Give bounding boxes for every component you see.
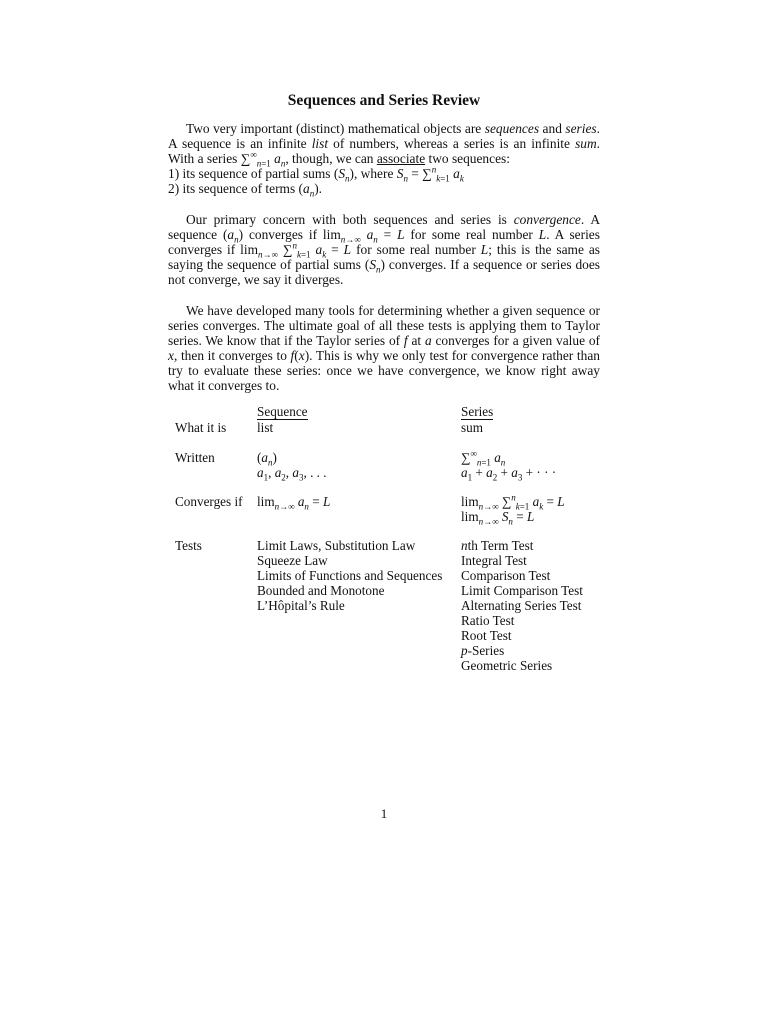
emphasis-sum: sum bbox=[575, 136, 597, 151]
paragraph-intro bbox=[168, 121, 600, 199]
emphasis-sequences: sequences bbox=[484, 121, 540, 136]
text: and bbox=[539, 121, 566, 136]
cell-written-sequence: $(a_n)$ $a_1$, $a_2$, $a_3$, . . . bbox=[257, 450, 327, 483]
test-item: p-Series bbox=[461, 643, 505, 658]
test-item: Root Test bbox=[461, 628, 512, 643]
test-item: Alternating Series Test bbox=[461, 598, 582, 613]
document-body bbox=[168, 121, 600, 409]
text: . A sequence ( bbox=[168, 212, 600, 242]
text: . A series converges if bbox=[168, 227, 600, 257]
text: ) converges. If a sequence or series does not converge, we say it diverges. bbox=[168, 257, 601, 287]
test-item: Limits of Functions and Sequences bbox=[257, 568, 443, 583]
text: , then it converges to bbox=[173, 348, 291, 363]
text: . This is why we only test for convergence rather than try to evaluate these series: once we have convergence, we know right away what it converges to. bbox=[168, 348, 600, 393]
text: two sequences: bbox=[425, 151, 510, 166]
test-item: Limit Comparison Test bbox=[461, 583, 583, 598]
cell-what-sequence: list bbox=[257, 420, 274, 435]
cell-converges-sequence: $\lim_{n\to\infty} a_n = L$ bbox=[257, 494, 331, 512]
test-item: nth Term Test bbox=[461, 538, 534, 553]
header-series: Series bbox=[461, 404, 494, 419]
cell-tests-series bbox=[461, 538, 583, 673]
text: . With a series bbox=[168, 136, 600, 166]
text: for some real number bbox=[351, 242, 481, 257]
test-item: Comparison Test bbox=[461, 568, 551, 583]
series-sum-formula: $\sum^\infty_{n=1}$ $a_n$ bbox=[240, 149, 286, 169]
cell-what-series: sum bbox=[461, 420, 483, 435]
text: for some real number bbox=[404, 227, 539, 242]
test-item: Ratio Test bbox=[461, 613, 515, 628]
text: We have developed many tools for determining whether a given sequence or series converges. The ultimate goal of all these tests is applying them to Taylor series. We know that if the Taylor series of bbox=[168, 303, 600, 348]
text: of numbers, whereas a series is an infinite bbox=[328, 136, 576, 151]
list-item-terms: 2) its sequence of terms $(a_n)$. bbox=[168, 181, 322, 199]
emphasis-series: series bbox=[565, 121, 597, 136]
page-title: Sequences and Series Review bbox=[287, 92, 481, 109]
text: at bbox=[407, 333, 425, 348]
page-number: 1 bbox=[380, 806, 388, 821]
paragraph-taylor: We have developed many tools for determining whether a given sequence or series converges. The ultimate goal of all these tests is applying them to Taylor series. We know that if the Taylor series of f at a converges for a given value of x, then it converges to f(x). This is why we only test for convergence rather than try to evaluate these series: once we have convergence, we know right away what it converges to. bbox=[168, 303, 601, 393]
row-label-tests: Tests bbox=[175, 538, 202, 553]
text: ), where bbox=[349, 166, 397, 181]
cell-tests-sequence bbox=[257, 538, 442, 613]
header-sequence: Sequence bbox=[257, 404, 308, 419]
text: 1) its sequence of partial sums ( bbox=[168, 166, 339, 181]
row-label-written: Written bbox=[175, 450, 215, 465]
cell-written-series: $\sum^\infty_{n=1}$ $a_n$ $a_1 + a_2 + a_3$ + · · · bbox=[461, 448, 557, 483]
text: , though, we can bbox=[285, 151, 377, 166]
test-item: Geometric Series bbox=[461, 658, 553, 673]
row-label-what: What it is bbox=[175, 420, 227, 435]
text: 2) its sequence of terms ( bbox=[168, 181, 303, 196]
text: Two very important (distinct) mathematical objects are bbox=[186, 121, 485, 136]
text: . A sequence is an infinite bbox=[168, 121, 600, 151]
text: converges for a given value of bbox=[431, 333, 601, 348]
test-item: Limit Laws, Substitution Law bbox=[257, 538, 416, 553]
row-label-converges: Converges if bbox=[175, 494, 243, 509]
list-item-partial-sums: 1) its sequence of partial sums $(S_n)$, where $S_n = \sum^n_{k=1}$ $a_k$ bbox=[168, 164, 464, 184]
paragraph-convergence: Our primary concern with both sequences and series is convergence. A sequence $(a_n)$ converges if $\lim_{n\to\infty} a_n = L$ for some real number L. A series converges if $\lim_{n\to\infty} \sum^n_{k=1}$ $a_k = L$ for some real number L; this is the same as saying the sequence of partial sums $(S_n)$ converges. If a sequence or series does not converge, we say it diverges. bbox=[168, 212, 601, 287]
test-item: L’Hôpital’s Rule bbox=[257, 598, 345, 613]
cell-converges-series: $\lim_{n\to\infty} \sum^n_{k=1}$ $a_k = L$ $\lim_{n\to\infty} S_n = L$ bbox=[461, 492, 565, 527]
underlined-associate: associate bbox=[376, 151, 426, 166]
text: ; this is the same as saying the sequence of partial sums ( bbox=[168, 242, 601, 272]
text: Our primary concern with both sequences and series is bbox=[186, 212, 514, 227]
emphasis-convergence: convergence bbox=[513, 212, 581, 227]
test-item: Bounded and Monotone bbox=[257, 583, 385, 598]
test-item: Squeeze Law bbox=[257, 553, 328, 568]
emphasis-list: list bbox=[311, 136, 329, 151]
text: ) converges if bbox=[238, 227, 323, 242]
test-item: Integral Test bbox=[461, 553, 527, 568]
